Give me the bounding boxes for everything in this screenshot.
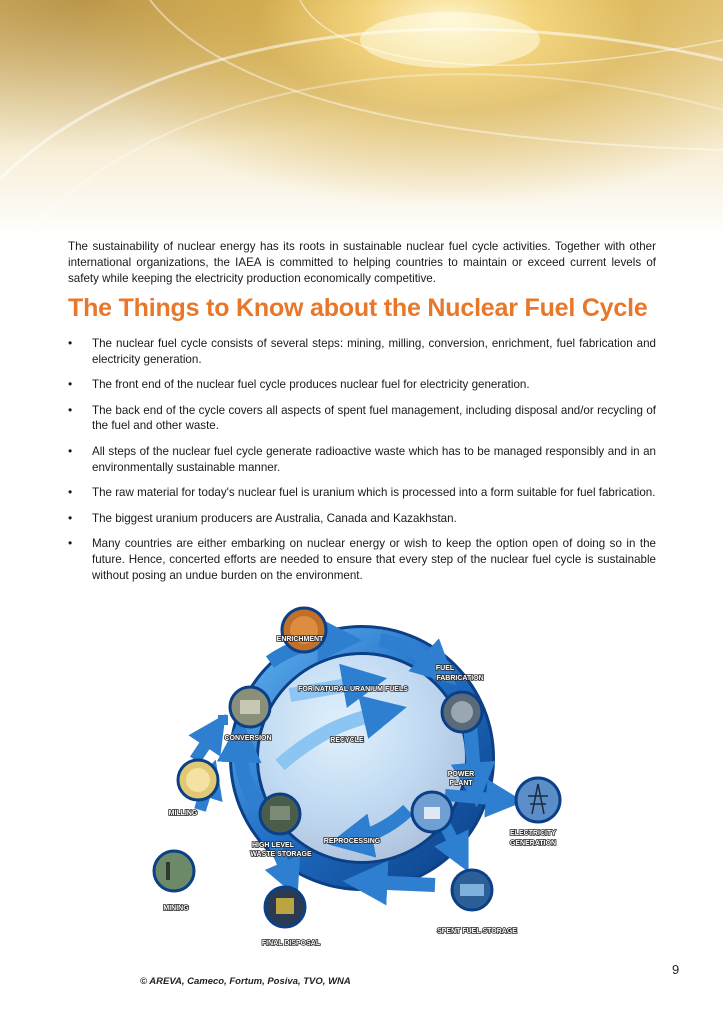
- label-fuel-fabrication-line2: FABRICATION: [436, 675, 484, 682]
- conversion-node-icon: [230, 687, 270, 727]
- bullet-item: [68, 485, 656, 501]
- bullet-item: [68, 336, 656, 367]
- bullet-icon: •: [68, 402, 73, 417]
- nuclear-fuel-cycle-diagram: [140, 600, 580, 955]
- page-number: 9: [672, 962, 680, 977]
- bullet-text: The front end of the nuclear fuel cycle produces nuclear fuel for electricity generation.: [92, 378, 530, 392]
- label-power-plant-line1: POWER: [447, 771, 475, 778]
- label-conversion: CONVERSION: [224, 735, 272, 742]
- bullet-icon: •: [68, 377, 73, 392]
- fuel-fabrication-node-icon: [442, 692, 482, 732]
- label-fuel-fabrication-line1: FUEL: [435, 665, 455, 672]
- bullet-item: [68, 536, 656, 583]
- label-final-disposal: FINAL DISPOSAL: [261, 940, 321, 947]
- bullet-text: The raw material for today's nuclear fuel is uranium which is processed into a form suitable for fuel fabrication.: [92, 486, 656, 500]
- label-spent-fuel-storage: SPENT FUEL STORAGE: [437, 928, 517, 935]
- label-electricity-generation-line2: GENERATION: [509, 840, 557, 847]
- mining-node-icon: [154, 851, 194, 891]
- label-enrichment: ENRICHMENT: [276, 636, 324, 643]
- section-heading: The Things to Know about the Nuclear Fuel Cycle: [68, 294, 648, 322]
- bullet-list: [68, 336, 656, 593]
- label-electricity-generation-line1: ELECTRICITY: [510, 830, 556, 837]
- bullet-item: [68, 377, 656, 393]
- bullet-item: [68, 444, 656, 475]
- label-mining: MINING: [163, 905, 189, 912]
- milling-node-icon: [178, 760, 218, 800]
- label-milling: MILLING: [168, 810, 198, 817]
- power-plant-node-icon: [412, 792, 452, 832]
- bullet-icon: •: [68, 510, 73, 525]
- label-reprocessing: REPROCESSING: [323, 838, 381, 845]
- label-high-level-waste-line1: HIGH LEVEL: [251, 842, 295, 849]
- bullet-item: [68, 511, 656, 527]
- enrichment-node-icon: [282, 608, 326, 652]
- final-disposal-node-icon: [265, 887, 305, 927]
- bullet-icon: •: [68, 536, 73, 551]
- intro-paragraph: The sustainability of nuclear energy has its roots in sustainable nuclear fuel cycle activities. Together with other international organizations, the IAEA is committed to helping countries to maintain or exceed current levels of safety while keeping the electricity production economically competitive.: [68, 240, 656, 285]
- bullet-text: Many countries are either embarking on nuclear energy or wish to keep the option open of doing so in the future. Hence, concerted efforts are needed to ensure that every step of the nuclear fuel cycle is sustainable without posing an undue burden on the environment.: [92, 537, 656, 582]
- bullet-text: The nuclear fuel cycle consists of several steps: mining, milling, conversion, enrichment, fuel fabrication and electricity generation.: [92, 337, 656, 366]
- label-recycle: RECYCLE: [330, 737, 364, 744]
- bullet-text: All steps of the nuclear fuel cycle generate radioactive waste which has to be managed responsibly and in an environmentally sustainable manner.: [92, 444, 656, 474]
- label-high-level-waste-line2: WASTE STORAGE: [250, 851, 312, 858]
- spent-fuel-storage-node-icon: [452, 870, 492, 910]
- bullet-icon: •: [68, 485, 73, 500]
- header-banner-image: [0, 0, 723, 240]
- bullet-icon: •: [68, 336, 73, 350]
- label-power-plant-line2: PLANT: [449, 780, 473, 787]
- bullet-item: [68, 403, 656, 434]
- electricity-generation-node-icon: [516, 778, 560, 822]
- high-level-waste-storage-node-icon: [260, 794, 300, 834]
- bullet-icon: •: [68, 443, 73, 458]
- image-credit: © AREVA, Cameco, Fortum, Posiva, TVO, WNA: [140, 976, 351, 987]
- bullet-text: The biggest uranium producers are Australia, Canada and Kazakhstan.: [92, 511, 457, 525]
- bullet-text: The back end of the cycle covers all aspects of spent fuel management, including disposal and/or recycling of the fuel and other waste.: [92, 403, 656, 433]
- label-natural-uranium: FOR NATURAL URANIUM FUELS: [298, 686, 408, 693]
